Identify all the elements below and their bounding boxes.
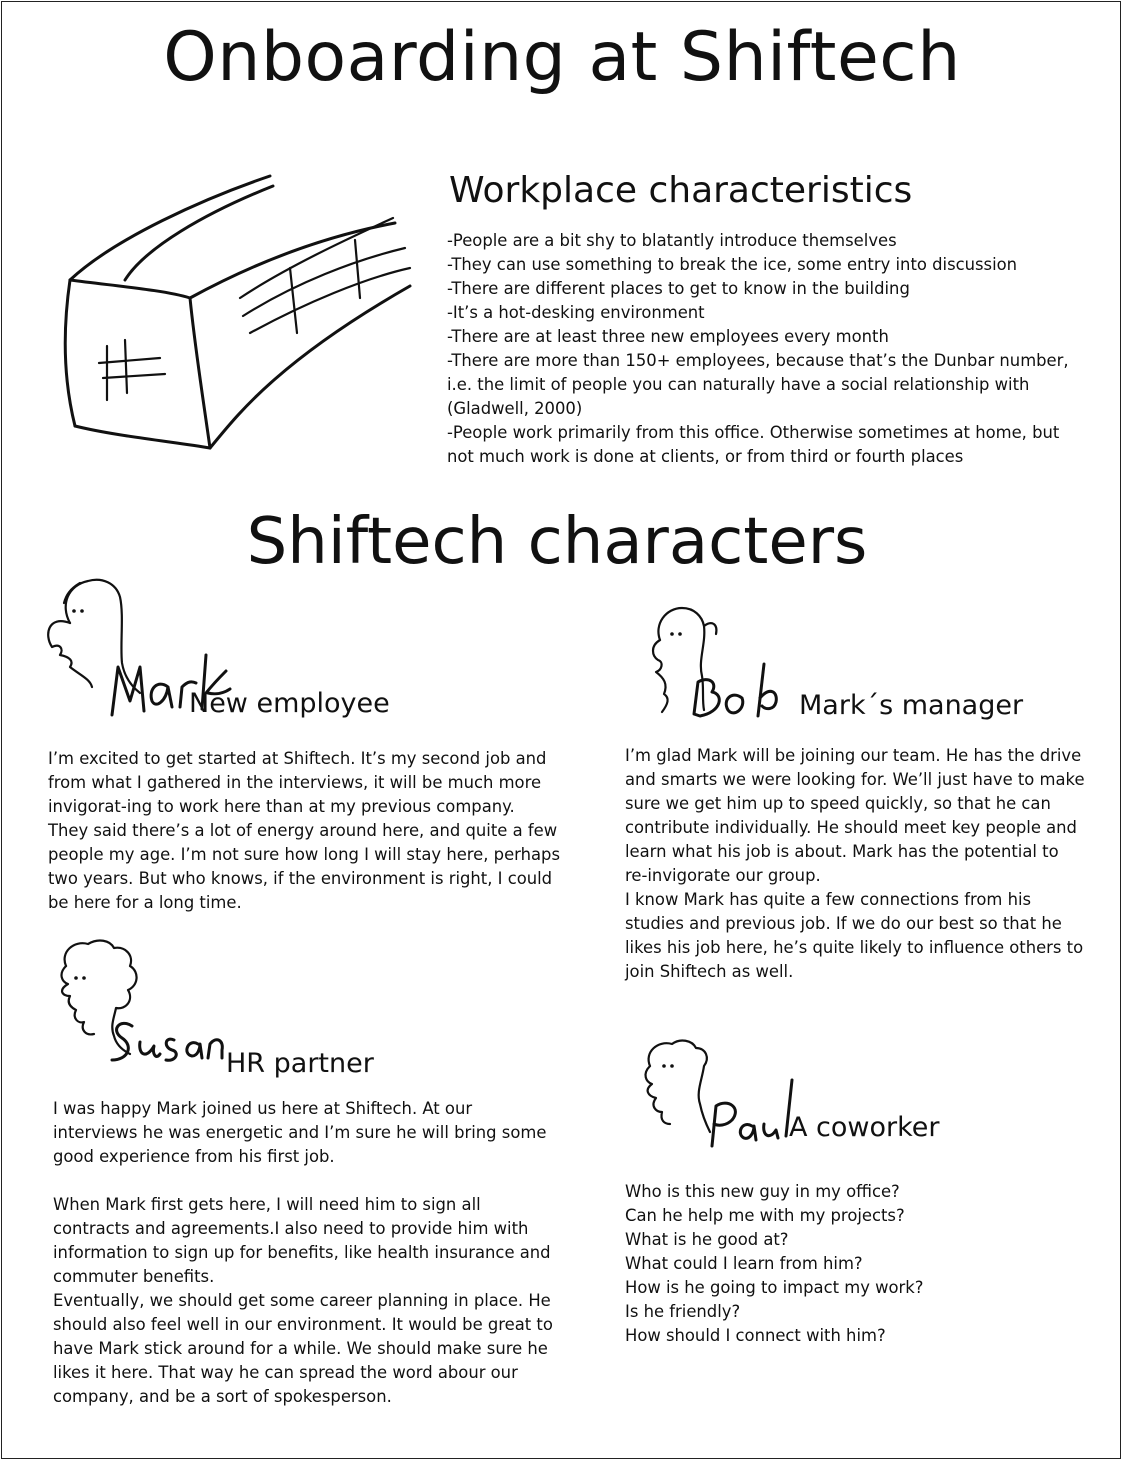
paragraph: Eventually, we should get some career planning in place. He should also feel well in our environment. It would be great to have Mark stick around for a while. We should make sure he likes it here. That way he can spread the word abour our company, and be a sort of spokesperson. [53,1291,553,1406]
list-item: -There are at least three new employees every month [447,327,889,346]
bob-role: Mark´s manager [799,690,1024,721]
office-building-icon [55,168,425,458]
paragraph: I was happy Mark joined us here at Shiftech. At our interviews he was energetic and I’m sure he will bring some good experience from his first job. [53,1099,547,1166]
list-item: -It’s a hot-desking environment [447,303,705,322]
list-item: -There are more than 150+ employees, because that’s the Dunbar number, i.e. the limit of people you can naturally have a social relationship with (Gladwell, 2000) [447,351,1069,418]
mark-quote [48,747,560,915]
paragraph: I know Mark has quite a few connections from his studies and previous job. If we do our best so that he likes his job here, he’s quite likely to influence others to join Shiftech as well. [625,890,1084,981]
list-item: How is he going to impact my work? [625,1278,924,1297]
mark-role: New employee [189,688,390,719]
list-item: Can he help me with my projects? [625,1206,905,1225]
list-item: -They can use something to break the ice, some entry into discussion [447,255,1018,274]
workplace-list [447,229,1087,469]
list-item: What could I learn from him? [625,1254,863,1273]
list-item: -There are different places to get to know in the building [447,279,910,298]
characters-heading: Shiftech characters [246,505,868,579]
list-item: -People are a bit shy to blatantly introduce themselves [447,231,897,250]
list-item: Who is this new guy in my office? [625,1182,900,1201]
list-item: -People work primarily from this office. Otherwise sometimes at home, but not much work is done at clients, or from third or fourth places [447,423,1060,466]
paragraph: When Mark first gets here, I will need him to sign all contracts and agreements.I also need to provide him with information to sign up for benefits, like health insurance and commuter benefits. [53,1195,551,1286]
list-item: What is he good at? [625,1230,789,1249]
list-item: How should I connect with him? [625,1326,886,1345]
susan-quote [53,1097,558,1409]
paul-questions [625,1180,1065,1348]
paragraph: I’m glad Mark will be joining our team. He has the drive and smarts we were looking for. We’ll just have to make sure we get him up to speed quickly, so that he can contribute individually. He should meet key people and learn what his job is about. Mark has the potential to re-invigorate our group. [625,746,1085,885]
page-title: Onboarding at Shiftech [163,18,961,97]
paragraph: I’m excited to get started at Shiftech. It’s my second job and from what I gathered in the interviews, it will be much more invigorat-ing to work here than at my previous company. They said there’s a lot of energy around here, and quite a few people my age. I’m not sure how long I will stay here, perhaps two years. But who knows, if the environment is right, I could be here for a long time. [48,749,560,912]
list-item: Is he friendly? [625,1302,741,1321]
paul-portrait-icon [636,1036,806,1156]
susan-role: HR partner [226,1048,374,1079]
paul-role: A coworker [789,1112,940,1143]
bob-quote [625,744,1085,984]
susan-portrait-icon [52,938,232,1088]
bob-portrait-icon [642,604,802,724]
workplace-heading: Workplace characteristics [449,170,913,211]
